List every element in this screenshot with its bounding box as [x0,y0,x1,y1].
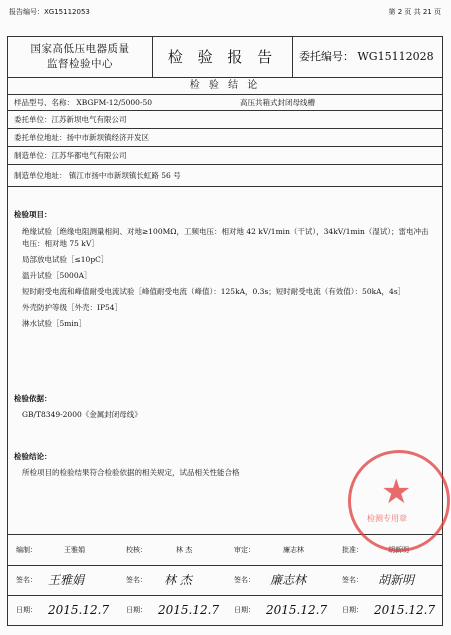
role-row: 编制： 王雅娟 校核： 林 杰 审定： 廉志林 批准： 胡新明 [8,535,442,566]
report-number: 报告编号：XG15112053 [9,8,90,16]
conclusion-heading: 检 验 结 论 [8,77,442,95]
checker-date: 2015.12.7 [158,603,220,617]
manufacturer-address-row: 制造单位地址： 镇江市扬中市新坝镇长虹路 56 号 [8,165,442,187]
entrust-number: 委托编号： WG15112028 [299,50,434,63]
enclosure-item: 外壳防护等级［外壳：IP54］ [22,303,123,312]
sample-model: 样品型号、名称： XBGFM-12/5000-50 [14,98,153,107]
report-frame [7,36,443,626]
approver-date: 2015.12.7 [374,603,436,617]
short-time-item: 短时耐受电流和峰值耐受电流试验［峰值耐受电流（峰值）：125kA，0.3s；短时耐受电流（有效值）：50kA，4s］ [22,287,406,296]
compiler-name: 王雅娟 [64,546,85,554]
temp-rise-item: 温升试验［5000A］ [22,271,92,280]
date-row: 日期： 2015.12.7 日期： 2015.12.7 日期： 2015.12.7 日期： 2015.12.7 [8,595,442,625]
approver-name: 胡新明 [388,546,409,554]
compiler-signature: 王雅娟 [48,573,85,587]
title-block [8,37,442,78]
partial-discharge-item: 局部放电试验［≤10pC］ [22,255,109,264]
conclusion-section [14,451,436,479]
manufacturer-row: 制造单位：江苏华都电气有限公司 [8,147,442,165]
stamp-text: 检测专用章 [367,514,407,523]
signature-row: 签名： 王雅娟 签名： 林 杰 签名： 廉志林 签名： 胡新明 [8,565,442,596]
compiler-date: 2015.12.7 [48,603,110,617]
basis-section [14,393,436,421]
signature-table [8,534,442,625]
test-items-section [14,209,436,330]
checker-signature: 林 杰 [164,573,192,587]
reviewer-signature: 廉志林 [270,573,307,587]
client-row: 委托单位：江苏新坝电气有限公司 [8,111,442,129]
sample-row [8,94,442,111]
approver-signature: 胡新明 [378,573,415,587]
checker-name: 林 杰 [176,546,193,554]
test-items-title: 检验项目： [14,210,52,219]
basis-standard: GB/T8349-2000《金属封闭母线》 [22,410,142,419]
conclusion-text: 所检项目的检验结果符合检验依据的相关规定，试品相关性能合格 [22,468,240,477]
report-title: 检 验 报 告 [153,37,293,77]
client-address-row: 委托单位地址：扬中市新坝镇经济开发区 [8,129,442,147]
product-name: 高压共箱式封闭母线槽 [240,98,315,107]
conclusion-title: 检验结论： [14,452,52,461]
reviewer-date: 2015.12.7 [266,603,328,617]
rain-item: 淋水试验［5min］ [22,319,87,328]
page-number: 第 2 页 共 21 页 [388,8,441,16]
stamp-star-icon: ★ [381,472,412,512]
basis-title: 检验依据： [14,394,52,403]
insulation-item: 绝缘试验［绝缘电阻测量相间、对地≥100MΩ，工频电压：相对地 42 kV/1min（干试），34kV/1min（湿试）；雷电冲击电压：相对地 75 kV］ [22,227,429,248]
reviewer-name: 廉志林 [283,546,304,554]
org-name: 国家高低压电器质量 监督检验中心 [8,37,153,77]
